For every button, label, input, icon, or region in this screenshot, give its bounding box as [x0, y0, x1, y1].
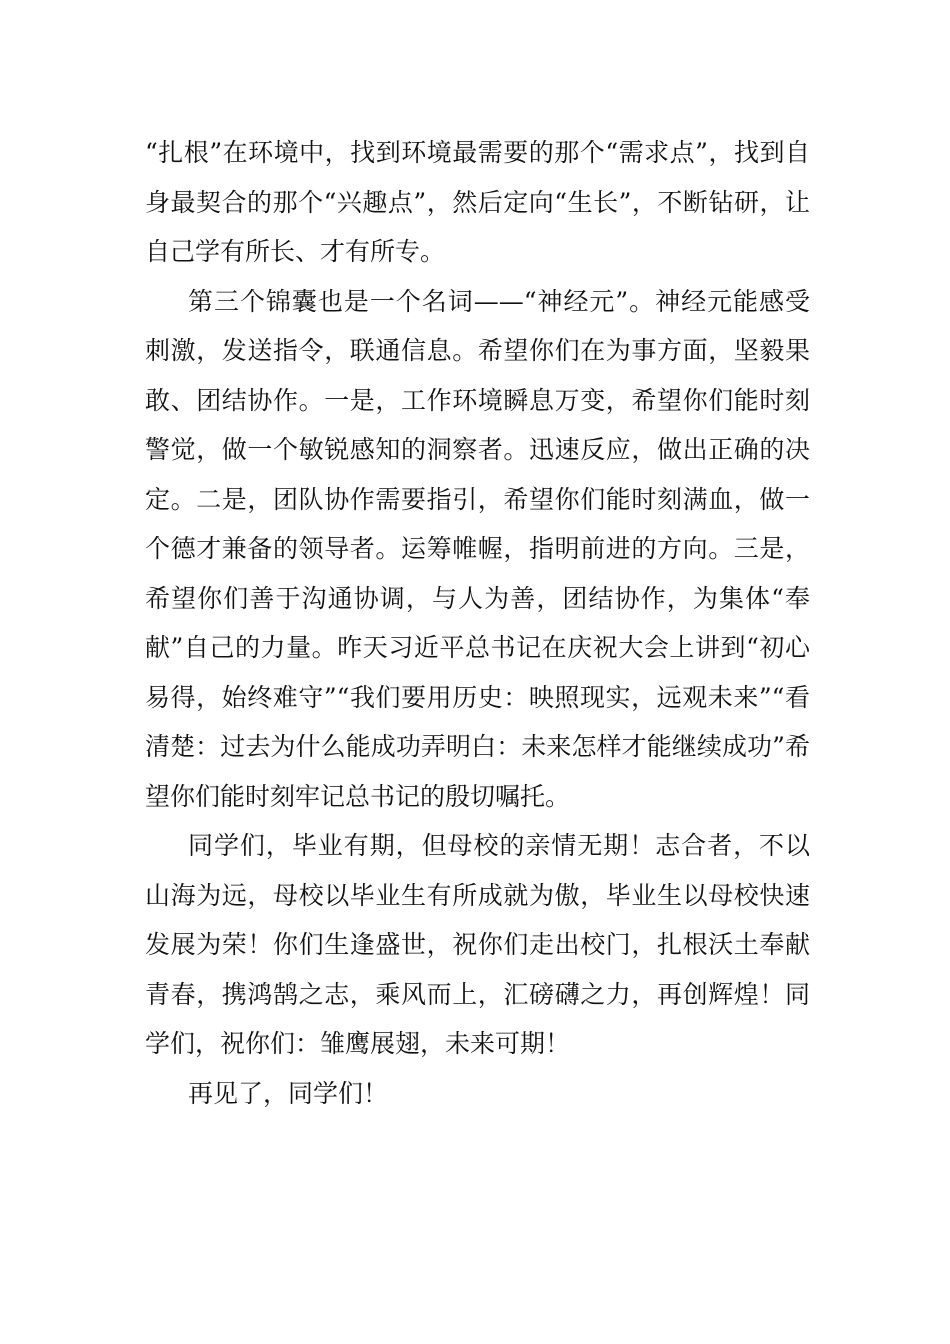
paragraph-goodbye: 再见了，同学们！	[188, 1078, 389, 1108]
paragraph-continuation: “扎根”在环境中，找到环境最需要的那个“需求点”，找到自身最契合的那个“兴趣点”，然后定向“生长”，不断钻研，让自己学有所长、才有所专。	[145, 138, 810, 266]
document-body	[145, 128, 810, 1118]
paragraph-farewell-wishes: 同学们，毕业有期，但母校的亲情无期！志合者，不以山海为远，母校以毕业生有所成就为傲，毕业生以母校快速发展为荣！你们生逢盛世，祝你们走出校门，扎根沃土奉献青春，携鸿鹄之志，乘风而上，汇磅礴之力，再创辉煌！同学们，祝你们：雏鹰展翅，未来可期！	[145, 831, 810, 1058]
paragraph-third-tip: 第三个锦囊也是一个名词——“神经元”。神经元能感受刺激，发送指令，联通信息。希望你们在为事方面，坚毅果敢、团结协作。一是，工作环境瞬息万变，希望你们能时刻警觉，做一个敏锐感知的洞察者。迅速反应，做出正确的决定。二是，团队协作需要指引，希望你们能时刻满血，做一个德才兼备的领导者。运筹帷幄，指明前进的方向。三是，希望你们善于沟通协调，与人为善，团结协作，为集体“奉献”自己的力量。昨天习近平总书记在庆祝大会上讲到“初心易得，始终难守”“我们要用历史：映照现实，远观未来”“看清楚：过去为什么能成功弄明白：未来怎样才能继续成功”希望你们能时刻牢记总书记的殷切嘱托。	[145, 286, 810, 811]
